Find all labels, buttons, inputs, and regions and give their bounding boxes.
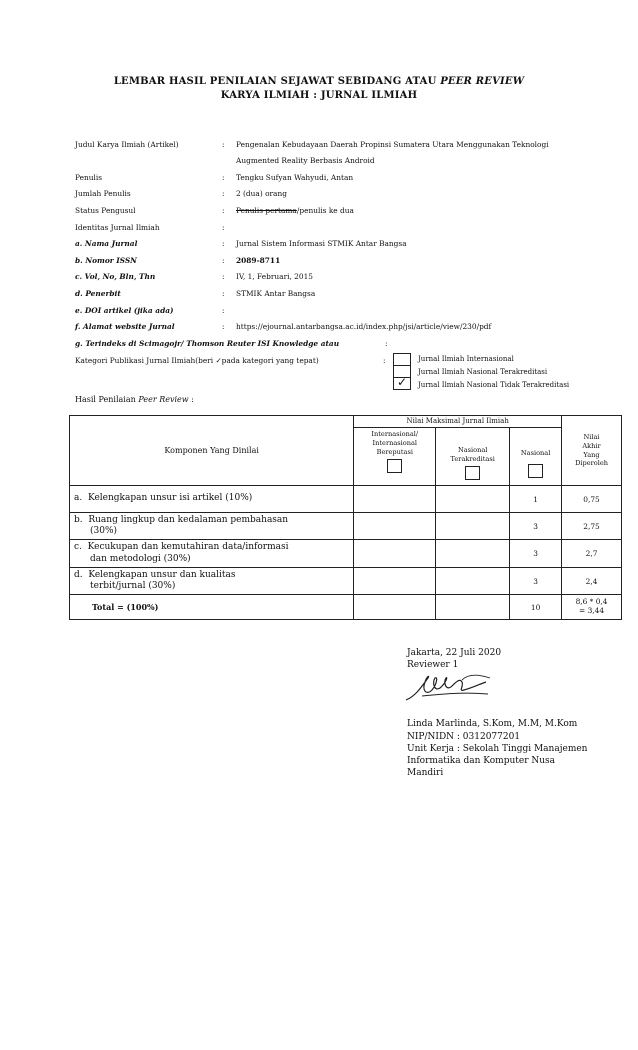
reviewer-nip: NIP/NIDN : 0312077201 <box>407 732 521 742</box>
penerbit-label: d. Penerbit <box>75 289 121 298</box>
col-nasional-header <box>510 428 562 486</box>
nasional-checkbox[interactable] <box>528 464 543 478</box>
penerbit-value: STMIK Antar Bangsa <box>236 289 316 298</box>
category-nasional-tidak-terakreditasi-label: Jurnal Ilmiah Nasional Tidak Terakreditasi <box>418 381 570 389</box>
col-int-line: Internasional <box>372 438 418 447</box>
total-label: Total = (100%) <box>70 595 354 620</box>
internasional-checkbox[interactable] <box>387 459 402 473</box>
nasional-value: 1 <box>510 486 562 513</box>
komponen-cell <box>70 540 354 568</box>
colon: : <box>222 140 225 149</box>
table-row <box>70 568 622 595</box>
total-row <box>70 595 622 620</box>
komponen-header: Komponen Yang Dinilai <box>70 416 354 486</box>
row-letter: c. <box>74 542 82 553</box>
title-italic: PEER REVIEW <box>440 76 525 87</box>
row-text-2: dan metodologi (30%) <box>90 553 191 564</box>
issn-value: 2089-8711 <box>236 256 281 265</box>
identitas-label: Identitas Jurnal Ilmiah <box>75 223 160 232</box>
colon: : <box>222 272 225 281</box>
row-text-2: (30%) <box>90 526 118 536</box>
title-prefix: LEMBAR HASIL PENILAIAN SEJAWAT SEBIDANG ATAU <box>113 76 441 87</box>
kategori-label: Kategori Publikasi Jurnal Ilmiah(beri ✓pada kategori yang tepat) <box>75 356 319 365</box>
hasil-italic: Peer Review <box>138 395 189 404</box>
category-nasional-tidak-terakreditasi-checkbox[interactable] <box>393 377 411 390</box>
akhir-header-line: Nilai <box>583 432 600 441</box>
total-nasional-value: 10 <box>510 595 562 620</box>
category-nasional-terakreditasi-label: Jurnal Ilmiah Nasional Terakreditasi <box>418 368 548 376</box>
penulis-label: Penulis <box>75 173 103 182</box>
empty-cell <box>354 540 436 568</box>
nasional-value: 3 <box>510 568 562 595</box>
akhir-value: 2,4 <box>562 568 622 595</box>
nasional-terakreditasi-checkbox[interactable] <box>465 466 480 480</box>
nama-jurnal-label: a. Nama Jurnal <box>75 239 138 248</box>
empty-cell <box>436 540 510 568</box>
colon: : <box>222 322 225 331</box>
row-text: Ruang lingkup dan kedalaman pembahasan <box>88 514 289 525</box>
table-row <box>70 486 622 513</box>
row-letter: d. <box>74 569 83 580</box>
reviewer-unit-1: Unit Kerja : Sekolah Tinggi Manajemen <box>407 744 588 754</box>
hasil-penilaian-heading <box>75 395 194 404</box>
komponen-cell <box>70 486 354 513</box>
alamat-website-label: f. Alamat website Jurnal <box>75 322 175 331</box>
nilai-maksimal-header: Nilai Maksimal Jurnal Ilmiah <box>354 416 562 428</box>
total-akhir-line-1: 8,6 * 0,4 <box>575 597 608 607</box>
terindeks-label: g. Terindeks di Scimagojr/ Thomson Reuter ISI Knowledge atau <box>75 339 340 348</box>
vol-label: c. Vol, No, Bln, Thn <box>75 272 156 281</box>
category-international-label: Jurnal Ilmiah Internasional <box>418 355 514 363</box>
hasil-prefix: Hasil Penilaian <box>75 395 139 404</box>
col-int-line: Internasional/ <box>371 430 419 438</box>
colon: : <box>222 256 225 265</box>
nasional-value: 3 <box>510 540 562 568</box>
nilai-akhir-header <box>562 416 622 486</box>
penulis-value: Tengku Sufyan Wahyudi, Antan <box>236 173 354 182</box>
document-title-line-1 <box>0 76 638 87</box>
signature-icon <box>402 670 498 706</box>
checkmark-icon: ✓ <box>397 375 408 389</box>
empty-cell <box>354 595 436 620</box>
nama-jurnal-value: Jurnal Sistem Informasi STMIK Antar Bangsa <box>236 239 407 248</box>
colon: : <box>385 339 388 348</box>
col-nas-ter-line: Terakreditasi <box>450 455 495 464</box>
empty-cell <box>436 486 510 513</box>
judul-value-2: Augmented Reality Berbasis Android <box>236 156 375 165</box>
komponen-cell <box>70 568 354 595</box>
empty-cell <box>354 513 436 540</box>
table-row <box>70 540 622 568</box>
colon: : <box>222 223 225 232</box>
reviewer-unit-3: Mandiri <box>407 768 444 778</box>
reviewer-name: Linda Marlinda, S.Kom, M.M, M.Kom <box>407 719 578 729</box>
colon: : <box>222 306 225 315</box>
akhir-header-line: Akhir <box>582 441 601 450</box>
reviewer-label: Reviewer 1 <box>407 660 459 670</box>
empty-cell <box>354 568 436 595</box>
col-internasional-header <box>354 428 436 486</box>
jumlah-penulis-label: Jumlah Penulis <box>75 189 131 198</box>
document-title-line-2: KARYA ILMIAH : JURNAL ILMIAH <box>220 90 418 101</box>
empty-cell <box>436 568 510 595</box>
row-text: Kecukupan dan kemutahiran data/informasi <box>87 542 289 553</box>
place-date: Jakarta, 22 Juli 2020 <box>407 648 502 658</box>
col-nas-ter-line: Nasional <box>457 446 488 455</box>
colon: : <box>383 356 386 365</box>
doi-label: e. DOI artikel (jika ada) <box>75 306 174 315</box>
alamat-website-value: https://ejournal.antarbangsa.ac.id/index.php/jsi/article/view/230/pdf <box>236 322 492 331</box>
status-pengusul-label: Status Pengusul <box>75 206 136 215</box>
total-akhir-line-2: = 3,44 <box>579 606 605 615</box>
akhir-header-line: Diperoleh <box>575 459 608 468</box>
empty-cell <box>436 595 510 620</box>
colon: : <box>222 173 225 182</box>
row-text: Kelengkapan unsur isi artikel (10%) <box>87 493 253 504</box>
row-text-2: terbit/jurnal (30%) <box>90 581 176 591</box>
colon: : <box>222 206 225 215</box>
row-letter: a. <box>74 493 83 504</box>
komponen-cell <box>70 513 354 540</box>
col-nas-line: Nasional <box>520 448 551 457</box>
akhir-value: 2,75 <box>562 513 622 540</box>
row-text: Kelengkapan unsur dan kualitas <box>88 569 236 580</box>
row-letter: b. <box>74 514 83 525</box>
jumlah-penulis-value: 2 (dua) orang <box>236 189 287 198</box>
issn-label: b. Nomor ISSN <box>75 256 137 265</box>
judul-label: Judul Karya Ilmiah (Artikel) <box>75 140 179 149</box>
akhir-value: 2,7 <box>562 540 622 568</box>
akhir-value: 0,75 <box>562 486 622 513</box>
colon: : <box>222 239 225 248</box>
akhir-header-line: Yang <box>583 450 600 459</box>
peer-review-table <box>69 415 622 620</box>
hasil-suffix: : <box>188 395 194 404</box>
colon: : <box>222 289 225 298</box>
total-akhir-value <box>562 595 622 620</box>
table-row <box>70 513 622 540</box>
status-rest: /penulis ke dua <box>296 206 354 215</box>
vol-value: IV, 1, Februari, 2015 <box>236 272 313 281</box>
reviewer-unit-2: Informatika dan Komputer Nusa <box>407 756 556 766</box>
status-pengusul-value <box>236 206 354 215</box>
status-struck: Penulis pertama <box>236 206 297 215</box>
empty-cell <box>354 486 436 513</box>
empty-cell <box>436 513 510 540</box>
colon: : <box>222 189 225 198</box>
col-nasional-terakreditasi-header <box>436 428 510 486</box>
nasional-value: 3 <box>510 513 562 540</box>
judul-value-1: Pengenalan Kebudayaan Daerah Propinsi Sumatera Utara Menggunakan Teknologi <box>236 140 549 149</box>
col-int-line: Bereputasi <box>376 447 413 456</box>
